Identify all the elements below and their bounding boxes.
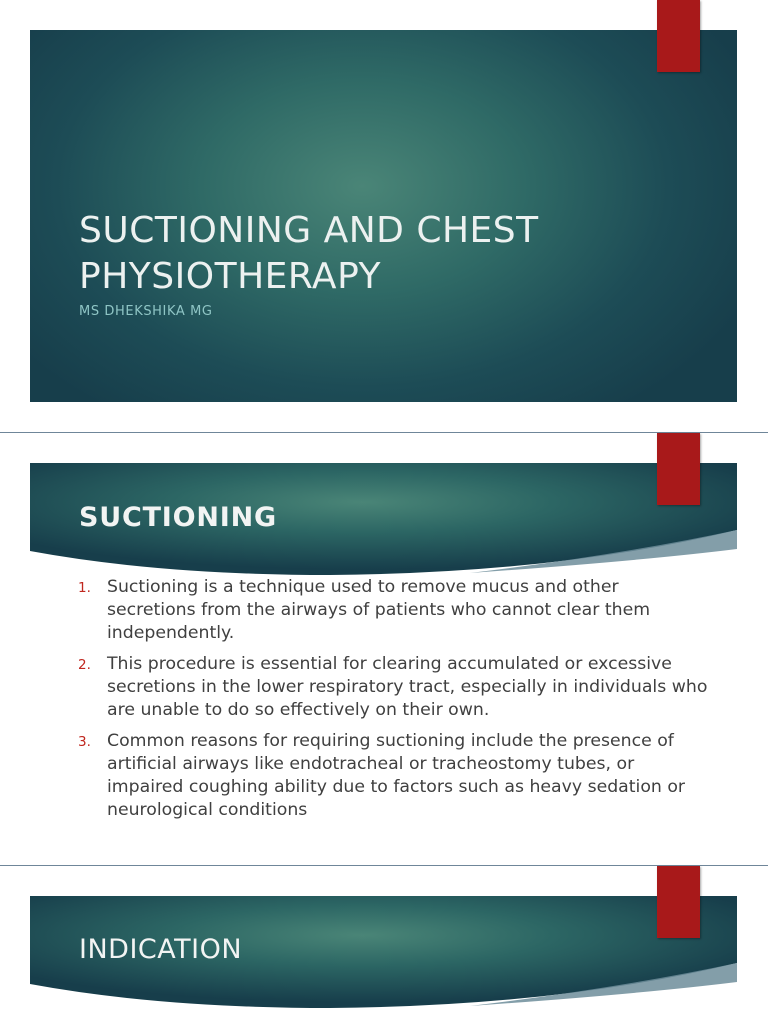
bookmark-ribbon	[657, 0, 700, 72]
slide-title	[0, 0, 768, 432]
presentation-title: SUCTIONING AND CHEST PHYSIOTHERAPY	[79, 210, 539, 297]
presenter-name: MS DHEKSHIKA MG	[79, 304, 213, 319]
list-item-text: This procedure is essential for clearing accumulated or excessive secretions in the lower respiratory tract, especially in individuals who are unable to do so effectively on their own.	[107, 654, 708, 720]
bookmark-ribbon	[657, 866, 700, 938]
slide-heading: SUCTIONING	[79, 502, 278, 533]
numbered-list	[78, 576, 708, 830]
bookmark-ribbon	[657, 433, 700, 505]
list-item-text: Common reasons for requiring suctioning include the presence of artificial airways like endotracheal or tracheostomy tubes, or impaired coughing ability due to factors such as heavy sedation or neurological conditions	[107, 731, 686, 820]
list-number: 1.	[78, 580, 91, 596]
list-number: 3.	[78, 734, 91, 750]
slide-indication	[0, 866, 768, 1024]
list-number: 2.	[78, 657, 91, 673]
list-item	[78, 730, 708, 822]
list-item	[78, 576, 708, 645]
list-item-text: Suctioning is a technique used to remove mucus and other secretions from the airways of patients who cannot clear them independently.	[107, 577, 651, 643]
list-item	[78, 653, 708, 722]
slide-heading: INDICATION	[79, 934, 243, 965]
